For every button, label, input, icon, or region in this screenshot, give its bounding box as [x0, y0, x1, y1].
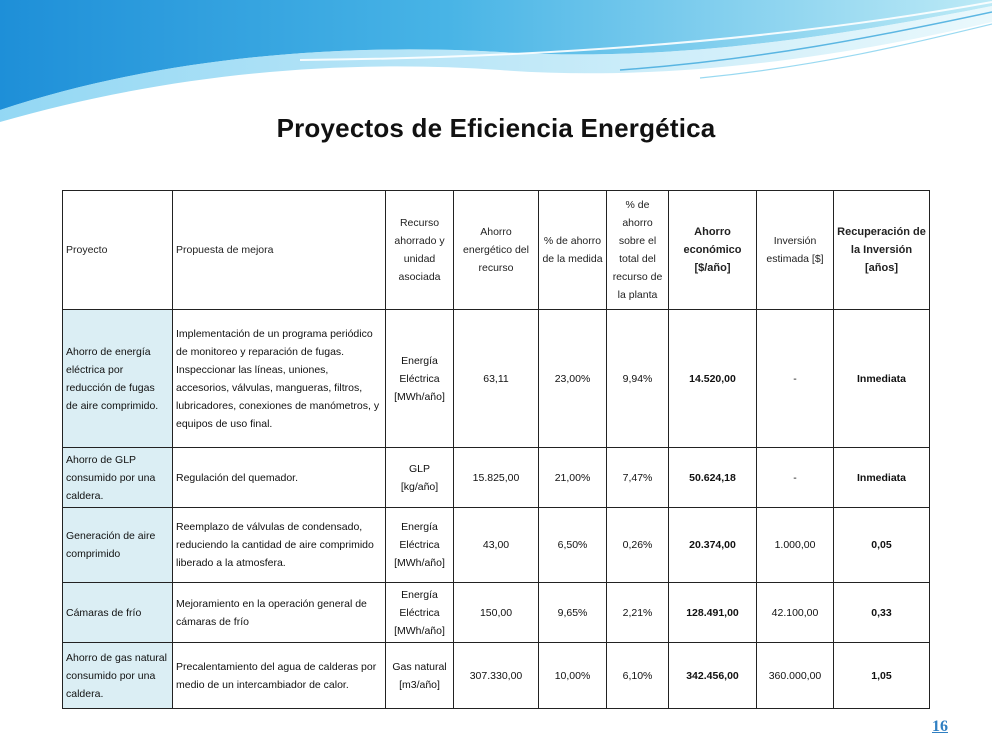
cell-ahorro-economico: 50.624,18	[669, 448, 757, 508]
table-row	[63, 643, 930, 709]
cell-ahorro-economico: 20.374,00	[669, 508, 757, 583]
cell-ahorro-economico: 342.456,00	[669, 643, 757, 709]
cell-recurso: Energía Eléctrica [MWh/año]	[386, 310, 454, 448]
cell-pct-ahorro-medida: 10,00%	[539, 643, 607, 709]
cell-propuesta: Mejoramiento en la operación general de cámaras de frío	[173, 583, 386, 643]
cell-inversion: -	[757, 310, 834, 448]
header-ahorro-energetico: Ahorro energético del recurso	[454, 191, 539, 310]
cell-proyecto: Cámaras de frío	[63, 583, 173, 643]
cell-pct-ahorro-total: 2,21%	[607, 583, 669, 643]
cell-pct-ahorro-medida: 9,65%	[539, 583, 607, 643]
table-row	[63, 310, 930, 448]
cell-recuperacion: 0,33	[834, 583, 930, 643]
projects-table	[62, 190, 930, 709]
cell-inversion: 1.000,00	[757, 508, 834, 583]
table-row	[63, 508, 930, 583]
header-pct-ahorro-total: % de ahorro sobre el total del recurso de la planta	[607, 191, 669, 310]
cell-recurso: Gas natural [m3/año]	[386, 643, 454, 709]
cell-inversion: 42.100,00	[757, 583, 834, 643]
table-header-row	[63, 191, 930, 310]
cell-pct-ahorro-total: 7,47%	[607, 448, 669, 508]
header-proyecto: Proyecto	[63, 191, 173, 310]
cell-recurso: Energía Eléctrica [MWh/año]	[386, 583, 454, 643]
cell-recuperacion: 0,05	[834, 508, 930, 583]
cell-inversion: 360.000,00	[757, 643, 834, 709]
cell-recuperacion: 1,05	[834, 643, 930, 709]
header-propuesta: Propuesta de mejora	[173, 191, 386, 310]
cell-ahorro-energetico: 15.825,00	[454, 448, 539, 508]
cell-pct-ahorro-total: 0,26%	[607, 508, 669, 583]
cell-recurso: Energía Eléctrica [MWh/año]	[386, 508, 454, 583]
cell-pct-ahorro-total: 6,10%	[607, 643, 669, 709]
cell-propuesta: Precalentamiento del agua de calderas por medio de un intercambiador de calor.	[173, 643, 386, 709]
cell-ahorro-economico: 14.520,00	[669, 310, 757, 448]
cell-proyecto: Ahorro de energía eléctrica por reducción de fugas de aire comprimido.	[63, 310, 173, 448]
header-recuperacion: Recuperación de la Inversión [años]	[834, 191, 930, 310]
table-row	[63, 583, 930, 643]
cell-recuperacion: Inmediata	[834, 448, 930, 508]
slide-title: Proyectos de Eficiencia Energética	[276, 113, 716, 143]
header-wave-decoration	[0, 0, 992, 130]
cell-pct-ahorro-medida: 6,50%	[539, 508, 607, 583]
page-number: 16	[932, 718, 948, 735]
cell-proyecto: Generación de aire comprimido	[63, 508, 173, 583]
cell-proyecto: Ahorro de GLP consumido por una caldera.	[63, 448, 173, 508]
cell-propuesta: Reemplazo de válvulas de condensado, reduciendo la cantidad de aire comprimido liberado a la atmosfera.	[173, 508, 386, 583]
cell-pct-ahorro-total: 9,94%	[607, 310, 669, 448]
cell-recurso: GLP [kg/año]	[386, 448, 454, 508]
cell-ahorro-energetico: 150,00	[454, 583, 539, 643]
header-recurso: Recurso ahorrado y unidad asociada	[386, 191, 454, 310]
cell-ahorro-energetico: 307.330,00	[454, 643, 539, 709]
header-pct-ahorro-medida: % de ahorro de la medida	[539, 191, 607, 310]
projects-table-container	[62, 190, 930, 709]
cell-pct-ahorro-medida: 23,00%	[539, 310, 607, 448]
cell-ahorro-energetico: 63,11	[454, 310, 539, 448]
cell-ahorro-economico: 128.491,00	[669, 583, 757, 643]
table-row	[63, 448, 930, 508]
header-ahorro-economico: Ahorro económico [$/año]	[669, 191, 757, 310]
cell-recuperacion: Inmediata	[834, 310, 930, 448]
cell-inversion: -	[757, 448, 834, 508]
cell-ahorro-energetico: 43,00	[454, 508, 539, 583]
cell-propuesta: Implementación de un programa periódico de monitoreo y reparación de fugas. Inspeccionar las líneas, uniones, accesorios, válvulas, mangueras, filtros, lubricadores, conexiones de manómetros, y equipos de uso final.	[173, 310, 386, 448]
cell-propuesta: Regulación del quemador.	[173, 448, 386, 508]
header-inversion: Inversión estimada [$]	[757, 191, 834, 310]
cell-pct-ahorro-medida: 21,00%	[539, 448, 607, 508]
cell-proyecto: Ahorro de gas natural consumido por una caldera.	[63, 643, 173, 709]
